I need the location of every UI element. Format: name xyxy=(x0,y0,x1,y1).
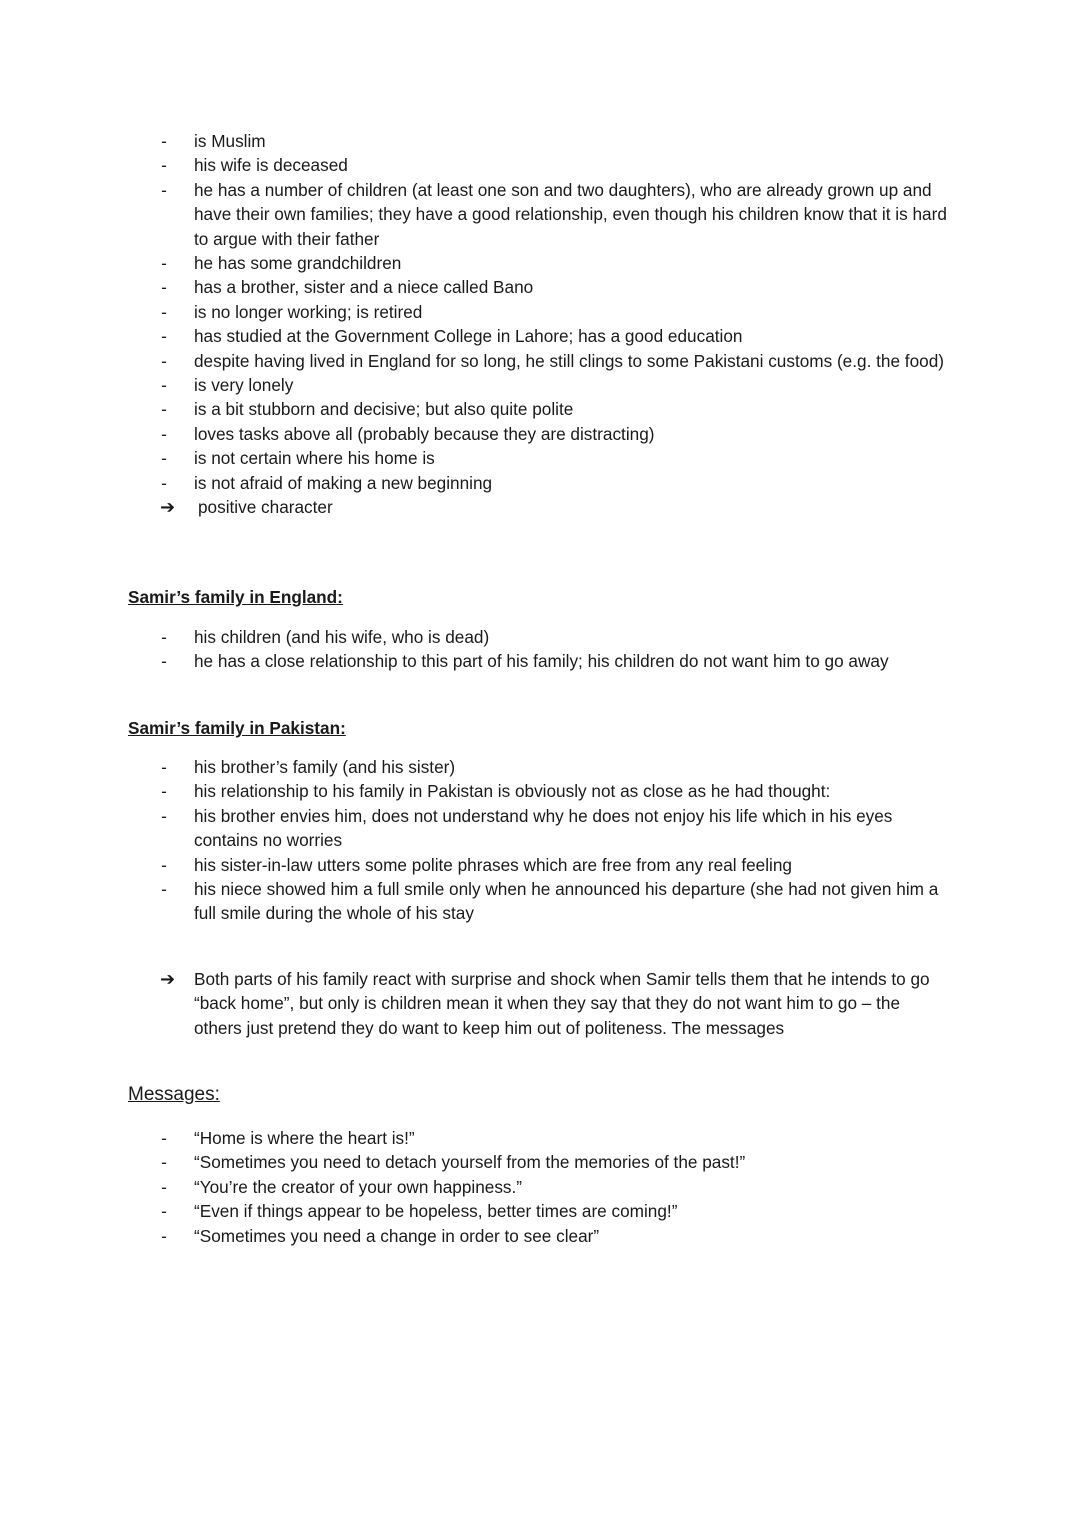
traits-conclusion: ➔ positive character xyxy=(0,495,1080,519)
dash-icon: - xyxy=(161,651,167,672)
list-item: - loves tasks above all (probably because they are distracting) xyxy=(0,422,1080,446)
list-item: - has a brother, sister and a niece called Bano xyxy=(0,275,1080,299)
england-list xyxy=(0,625,1080,674)
list-item: - is no longer working; is retired xyxy=(0,300,1080,324)
dash-icon: - xyxy=(161,301,167,322)
list-item: - his brother’s family (and his sister) xyxy=(0,755,1080,779)
dash-icon: - xyxy=(161,1225,167,1246)
list-item: - his children (and his wife, who is dead) xyxy=(0,625,1080,649)
dash-icon: - xyxy=(161,805,167,826)
dash-icon: - xyxy=(161,375,167,396)
list-item: - “You’re the creator of your own happiness.” xyxy=(0,1175,1080,1199)
list-item: - his wife is deceased xyxy=(0,153,1080,177)
list-item: - his sister-in-law utters some polite phrases which are free from any real feeling xyxy=(0,853,1080,877)
dash-icon: - xyxy=(161,350,167,371)
england-heading: Samir’s family in England: xyxy=(128,587,343,607)
list-item: - is not afraid of making a new beginning xyxy=(0,471,1080,495)
dash-icon: - xyxy=(161,448,167,469)
list-item: - has studied at the Government College in Lahore; has a good education xyxy=(0,324,1080,348)
dash-icon: - xyxy=(161,879,167,900)
list-item: - “Sometimes you need to detach yourself from the memories of the past!” xyxy=(0,1150,1080,1174)
traits-list xyxy=(0,129,1080,520)
pakistan-heading: Samir’s family in Pakistan: xyxy=(128,718,346,738)
dash-icon: - xyxy=(161,131,167,151)
dash-icon: - xyxy=(161,1128,167,1148)
messages-heading: Messages: xyxy=(128,1084,220,1105)
dash-icon: - xyxy=(161,155,167,176)
list-item: - “Even if things appear to be hopeless, better times are coming!” xyxy=(0,1199,1080,1223)
dash-icon: - xyxy=(161,757,167,777)
list-item: - his relationship to his family in Pakistan is obviously not as close as he had thought: xyxy=(0,779,1080,803)
dash-icon: - xyxy=(161,326,167,347)
dash-icon: - xyxy=(161,1201,167,1222)
list-item: - despite having lived in England for so long, he still clings to some Pakistani customs (e.g. the food) xyxy=(0,349,1080,373)
list-item: - he has a number of children (at least one son and two daughters), who are already grown up and have their own families; they have a good relationship, even though his children know that it is hard to argue with their father xyxy=(0,178,1080,251)
list-item: - is Muslim xyxy=(0,129,1080,153)
dash-icon: - xyxy=(161,1176,167,1197)
list-item: - he has a close relationship to this part of his family; his children do not want him to go away xyxy=(0,649,1080,673)
dash-icon: - xyxy=(161,627,167,647)
list-item: - he has some grandchildren xyxy=(0,251,1080,275)
list-item: - is a bit stubborn and decisive; but also quite polite xyxy=(0,397,1080,421)
list-item: - his niece showed him a full smile only when he announced his departure (she had not given him a full smile during the whole of his stay xyxy=(0,877,1080,926)
dash-icon: - xyxy=(161,253,167,274)
pakistan-list xyxy=(0,755,1080,926)
dash-icon: - xyxy=(161,179,167,200)
dash-icon: - xyxy=(161,423,167,444)
dash-icon: - xyxy=(161,399,167,420)
conclusion-text: Both parts of his family react with surprise and shock when Samir tells them that he intends to go “back home”, but only is children mean it when they say that they do not want him to go – the others just pretend they do want to keep him out of politeness. The messages xyxy=(194,969,930,1038)
list-item: - his brother envies him, does not understand why he does not enjoy his life which in his eyes contains no worries xyxy=(0,804,1080,853)
dash-icon: - xyxy=(161,1152,167,1173)
list-item: - “Home is where the heart is!” xyxy=(0,1126,1080,1150)
messages-list xyxy=(0,1126,1080,1248)
dash-icon: - xyxy=(161,781,167,802)
list-item: - is very lonely xyxy=(0,373,1080,397)
arrow-right-icon: ➔ xyxy=(160,497,176,518)
dash-icon: - xyxy=(161,854,167,875)
dash-icon: - xyxy=(161,472,167,493)
dash-icon: - xyxy=(161,277,167,298)
list-item: - is not certain where his home is xyxy=(0,446,1080,470)
arrow-right-icon: ➔ xyxy=(160,969,176,989)
list-item: - “Sometimes you need a change in order to see clear” xyxy=(0,1224,1080,1248)
family-conclusion xyxy=(0,967,1080,1040)
